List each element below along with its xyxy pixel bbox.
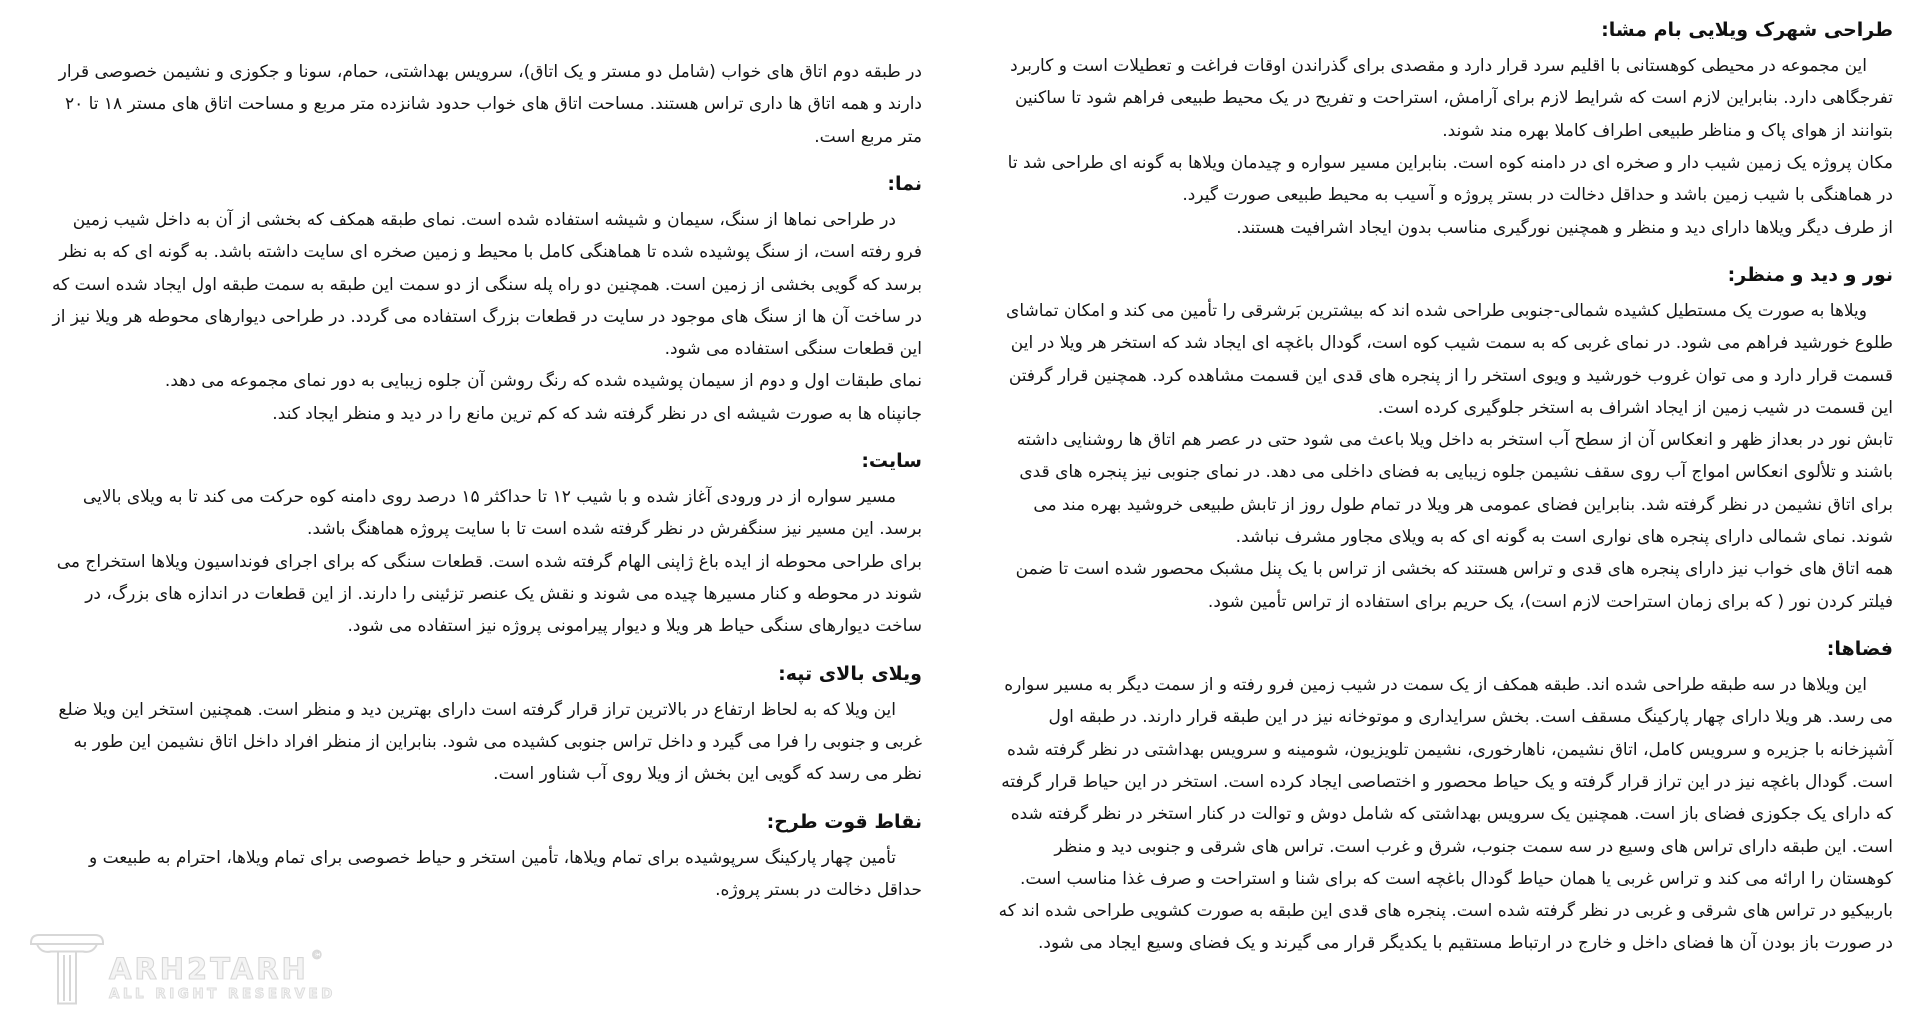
paragraph: در طبقه دوم اتاق های خواب (شامل دو مستر و یک اتاق)، سرویس بهداشتی، حمام، سونا و جکوزی و نشیمن خصوصی قرار دارند و همه اتاق ها داری تراس هستند. مساحت اتاق های خواب حدود شانزده متر مربع و مساحت اتاق های مستر ۱۸ تا ۲۰ متر مربع است. xyxy=(58,62,922,147)
paragraph: این ویلاها در سه طبقه طراحی شده اند. طبقه همکف از یک سمت در شیب زمین فرو رفته و از سمت دیگر به مسیر سواره می رسد. هر ویلا دارای چهار پارکینگ مسقف است. بخش سرایداری و موتوخانه نیز در این طبقه قرار دارند. در طبقه اول آشپزخانه با جزیره و سرویس کامل، اتاق نشیمن، ناهارخوری، نشیمن تلویزیون، شومینه و سرویس بهداشتی در نظر گرفته شده است. گودال باغچه نیز در این تراز قرار گرفته و یک حیاط محصور و اختصاصی ایجاد کرده است. استخر در این حیاط قرار گرفته که دارای یک جکوزی فضای باز است. همچنین یک سرویس بهداشتی که شامل دوش و توالت در کنار استخر در نظر گرفته شده است. این طبقه دارای تراس های وسیع در سه سمت جنوب، شرق و غرب است. تراس های شرقی و جنوبی دید و منظر کوهستان را ارائه می کند و تراس غربی یا همان حیاط گودال باغچه است که برای شنا و استراحت و صرف غذا مناسب است. باربیکیو در تراس های شرقی و غربی در نظر گرفته شده است. پنجره های قدی این طبقه به صورت کشویی طراحی شده اند که در صورت باز بودن آن ها فضای داخل و خارج در ارتباط مستقیم با یکدیگر قرار می گیرند و یک فضای وسیع ایجاد می شود. xyxy=(998,675,1893,954)
paragraph: همه اتاق های خواب نیز دارای پنجره های قدی و تراس هستند که بخشی از تراس با یک پنل مشبک محصور شده است تا ضمن فیلتر کردن نور ( که برای زمان استراحت لازم است)، یک حریم برای استفاده از تراس تأمین شود. xyxy=(1015,559,1893,612)
right-column xyxy=(988,12,1893,960)
watermark-text xyxy=(109,948,336,1004)
text-section xyxy=(988,257,1893,618)
section-heading: ویلای بالای تپه: xyxy=(778,662,922,685)
paragraph: تأمین چهار پارکینگ سرپوشیده برای تمام ویلاها، تأمین استخر و حیاط خصوصی برای تمام ویلاها، احترام به طبیعت و حداقل دخالت در بستر پروژه. xyxy=(88,847,922,901)
text-section xyxy=(988,12,1893,244)
paragraph: نمای طبقات اول و دوم از سیمان پوشیده شده که رنگ روشن آن جلوه زیبایی به دور نمای مجموعه می دهد. xyxy=(164,371,922,392)
text-section xyxy=(48,656,922,791)
column-logo-icon xyxy=(28,932,106,1006)
paragraph: مکان پروژه یک زمین شیب دار و صخره ای در دامنه کوه است. بنابراین مسیر سواره و چیدمان ویلاها به گونه ای طراحی شد تا در هماهنگی با شیب زمین باشد و حداقل دخالت در بستر پروژه و آسیب به محیط طبیعی صورت گیرد. xyxy=(1007,152,1893,206)
watermark-brand-label: ARH2TARH xyxy=(109,952,309,987)
text-section xyxy=(48,56,922,153)
section-heading: نور و دید و منظر: xyxy=(1727,263,1893,286)
text-section xyxy=(988,631,1893,960)
section-heading: نقاط قوت طرح: xyxy=(766,810,922,833)
paragraph: مسیر سواره از در ورودی آغاز شده و با شیب ۱۲ تا حداکثر ۱۵ درصد روی دامنه کوه حرکت می کند تا به ویلای بالایی برسد. این مسیر نیز سنگفرش در نظر گرفته شده است تا با سایت پروژه هماهنگ باشد. xyxy=(82,487,922,540)
left-column xyxy=(48,12,922,963)
section-heading: سایت: xyxy=(861,450,922,473)
paragraph: این ویلا که به لحاظ ارتفاع در بالاترین تراز قرار گرفته است دارای بهترین دید و منظر است. همچنین استخر این ویلا ضلع غربی و جنوبی را فرا می گیرد و داخل تراس جنوبی کشیده می شود. بنابراین از منظر افراد داخل اتاق نشیمن این طور به نظر می رسد که گویی این بخش از ویلا روی آب شناور است. xyxy=(58,699,922,785)
paragraph: از طرف دیگر ویلاها دارای دید و منظر و همچنین نورگیری مناسب بدون ایجاد اشرافیت هستند. xyxy=(1236,217,1893,238)
watermark-tagline: ALL RIGHT RESERVED xyxy=(109,986,336,1003)
paragraph: این مجموعه در محیطی کوهستانی با اقلیم سرد قرار دارد و مقصدی برای گذراندن اوقات فراغت و تعطیلات است و کاربرد تفرجگاهی دارد. بنابراین لازم است که شرایط لازم برای آرامش، استراحت و تفریح در یک محیط طبیعی فراهم شود تا ساکنین بتوانند از هوای پاک و مناظر طبیعی اطراف کاملا بهره مند شوند. xyxy=(1010,56,1893,141)
watermark-brand xyxy=(109,948,336,987)
paragraph: برای طراحی محوطه از ایده باغ ژاپنی الهام گرفته شده است. قطعات سنگی که برای اجرای فونداسیون ویلاها استخراج می شوند در محوطه و کنار مسیرها چیده می شوند و نقش یک عنصر تزئینی را دارند. از این قطعات در اندازه های بزرگ، در ساخت دیوارهای سنگی حیاط هر ویلا و دیوار پیرامونی پروژه نیز استفاده می شود. xyxy=(56,551,922,637)
paragraph: ویلاها به صورت یک مستطیل کشیده شمالی-جنوبی طراحی شده اند که بیشترین بَرشرقی را تأمین می کند و امکان تماشای طلوع خورشید فراهم می شود. در نمای غربی که به سمت شیب کوه است، گودال باغچه ای ایجاد شد که استخر هر ویلا در این قسمت قرار دارد و می توان غروب خورشید و ویوی استخر را از پنجره های قدی این قسمت مشاهده کرد. همچنین قرار گرفتن این قسمت در شیب زمین از ایجاد اشراف به استخر جلوگیری کرده است. xyxy=(1006,300,1893,418)
copyright-icon: © xyxy=(310,948,326,963)
watermark-logo xyxy=(28,932,336,1006)
section-heading: طراحی شهرک ویلایی بام مشا: xyxy=(1601,19,1893,41)
text-section xyxy=(48,804,922,907)
paragraph: در طراحی نماها از سنگ، سیمان و شیشه استفاده شده است. نمای طبقه همکف که بخشی از آن به داخل شیب زمین فرو رفته است، از سنگ پوشیده شده تا هماهنگی کامل با محیط و زمین صخره ای سایت داشته باشد. به گونه ای که به نظر برسد که گویی بخشی از زمین است. همچنین دو راه پله سنگی از دو سمت این طبقه به سمت طبقه اول ایجاد شده است که در ساخت آن ها از سنگ های موجود در سایت در قطعات بزرگ استفاده می گردد. در طراحی دیوارهای محوطه هر ویلا نیز از این قطعات سنگی استفاده می شود. xyxy=(51,209,922,360)
section-heading: نما: xyxy=(887,172,922,195)
paragraph: جانپناه ها به صورت شیشه ای در نظر گرفته شد که کم ترین مانع را در دید و منظر ایجاد کند. xyxy=(272,403,922,424)
section-heading: فضاها: xyxy=(1826,637,1893,660)
paragraph: تابش نور در بعداز ظهر و انعکاس آن از سطح آب استخر به داخل ویلا باعث می شود حتی در عصر هم اتاق ها روشنایی داشته باشند و تلألوی انعکاس امواج آب روی سقف نشیمن جلوه زیبایی به فضای داخلی می دهد. در نمای جنوبی نیز پنجره های قدی برای اتاق نشیمن در نظر گرفته شد. بنابراین فضای عمومی هر ویلا در تمام طول روز از تابش طبیعی خروشید بهره مند می شوند. نمای شمالی دارای پنجره های نواری است به گونه ای که به ویلای مجاور مشرف نباشد. xyxy=(1016,430,1893,548)
text-section xyxy=(48,443,922,643)
text-section xyxy=(48,166,922,430)
